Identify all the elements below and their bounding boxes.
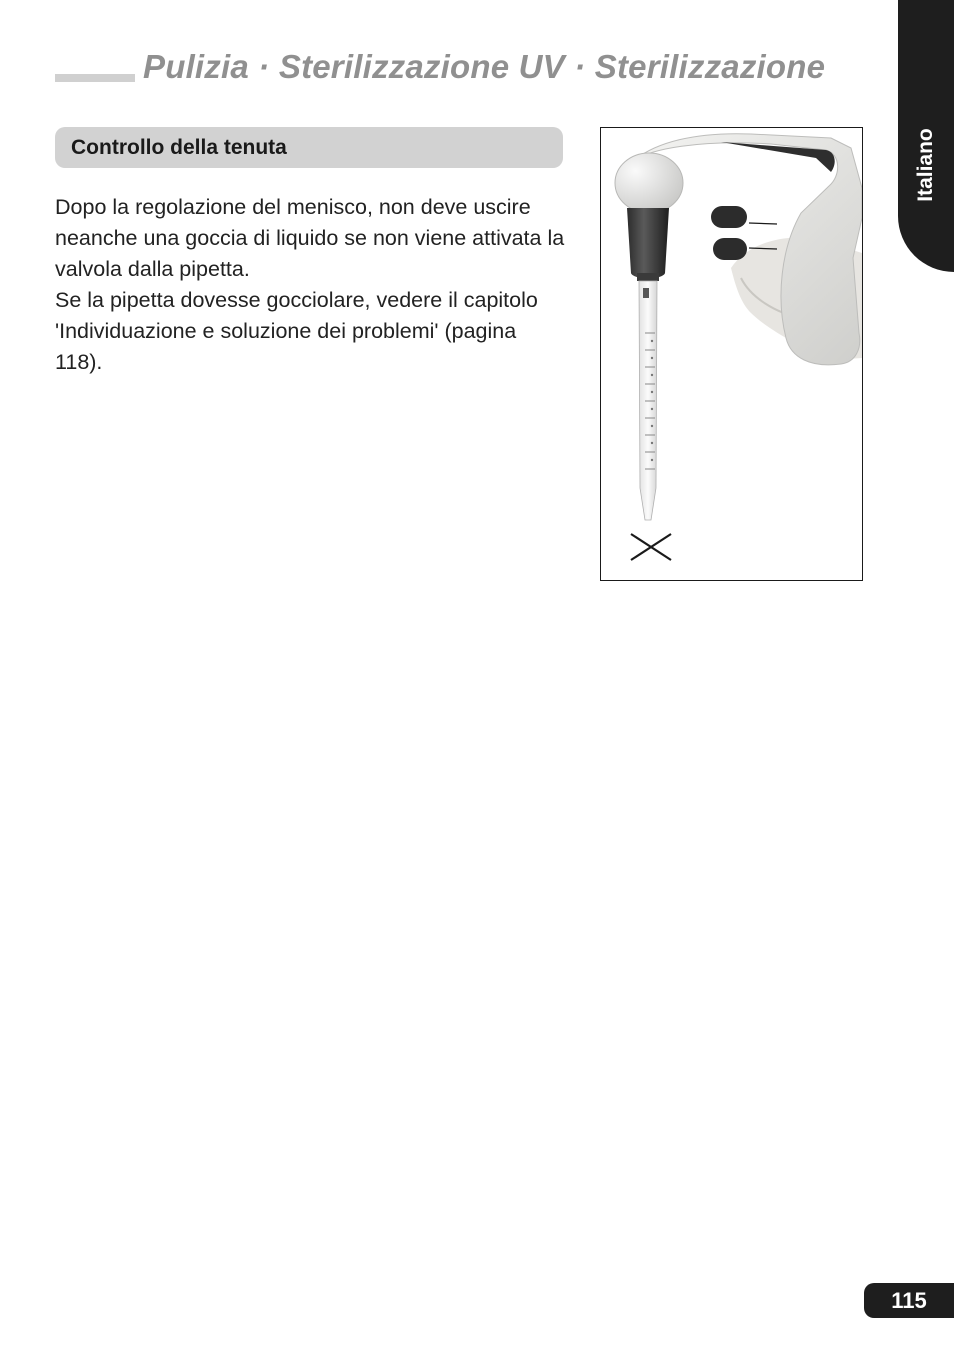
paragraph-1: Dopo la regolazione del menisco, non deve uscire neanche una goccia di liquido se non viene attivata la valvola dalla pipetta. — [55, 195, 565, 281]
page-number-tab — [864, 1283, 954, 1318]
section-heading-box — [55, 127, 563, 168]
paragraph-2: Se la pipetta dovesse gocciolare, vedere il capitolo 'Individuazione e soluzione dei problemi' (pagina 118). — [55, 288, 538, 374]
page-title: Pulizia · Sterilizzazione UV · Sterilizzazione — [143, 48, 826, 85]
pipette-controller-icon — [601, 128, 862, 580]
body-text — [55, 192, 567, 378]
language-tab-label: Italiano — [914, 128, 938, 202]
section-heading: Controllo della tenuta — [71, 135, 287, 159]
title-accent-bar — [55, 74, 135, 82]
language-tab-label-wrap — [898, 110, 954, 220]
pipette-figure — [600, 127, 863, 581]
page-number: 115 — [891, 1287, 927, 1313]
